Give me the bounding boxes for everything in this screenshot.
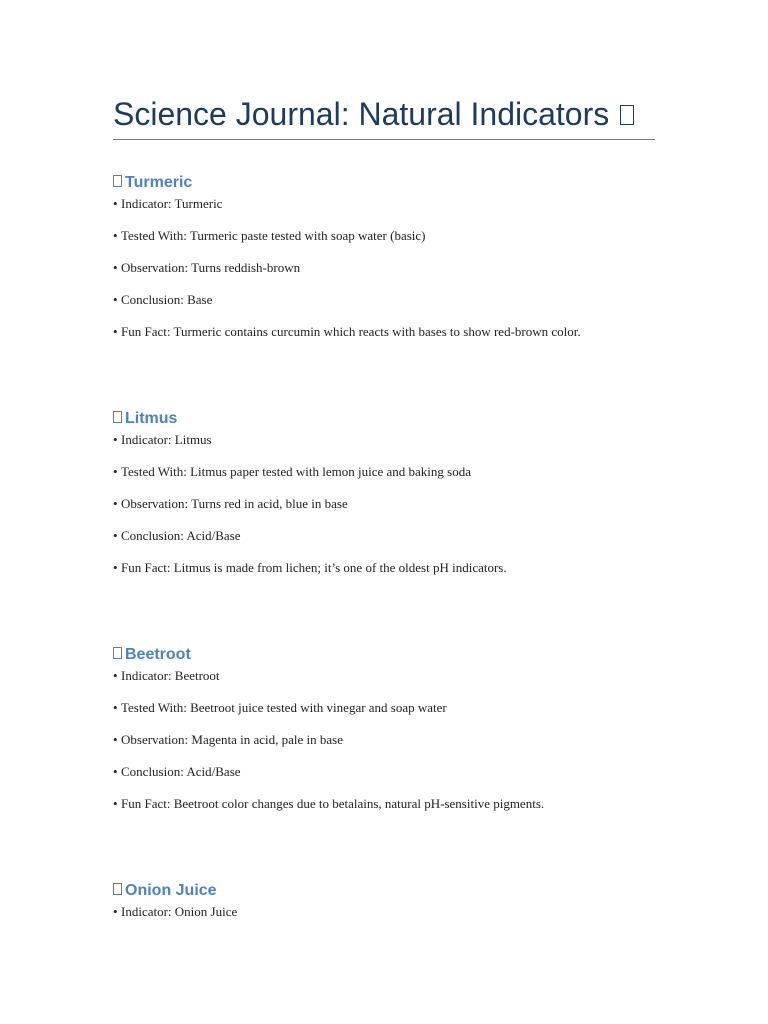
bullet-marker: • (113, 732, 118, 747)
bullet-list (113, 431, 673, 591)
missing-glyph-icon (113, 175, 122, 187)
section-onion-juice (113, 879, 673, 935)
list-item-text: Indicator: Litmus (121, 432, 212, 447)
list-item-text: Indicator: Beetroot (121, 668, 220, 683)
list-item (113, 291, 673, 323)
list-item (113, 699, 673, 731)
list-item-text: Tested With: Beetroot juice tested with vinegar and soap water (121, 700, 447, 715)
list-item-text: Indicator: Onion Juice (121, 904, 238, 919)
list-item-text: Conclusion: Acid/Base (121, 528, 241, 543)
bullet-marker: • (113, 228, 118, 243)
list-item-text: Observation: Turns red in acid, blue in base (121, 496, 348, 511)
section-beetroot (113, 643, 673, 827)
bullet-marker: • (113, 464, 118, 479)
bullet-marker: • (113, 528, 118, 543)
list-item (113, 527, 673, 559)
section-heading (113, 407, 673, 431)
section-heading (113, 879, 673, 903)
section-heading-text: Onion Juice (125, 882, 217, 899)
list-item (113, 667, 673, 699)
section-heading-text: Turmeric (125, 174, 193, 191)
bullet-marker: • (113, 324, 118, 339)
bullet-marker: • (113, 796, 118, 811)
list-item-text: Fun Fact: Litmus is made from lichen; it’s one of the oldest pH indicators. (121, 560, 507, 575)
list-item-text: Conclusion: Base (121, 292, 213, 307)
list-item-text: Fun Fact: Beetroot color changes due to betalains, natural pH-sensitive pigments. (121, 796, 545, 811)
bullet-marker: • (113, 292, 118, 307)
bullet-marker: • (113, 196, 118, 211)
bullet-marker: • (113, 904, 118, 919)
section-litmus (113, 407, 673, 591)
bullet-marker: • (113, 700, 118, 715)
missing-glyph-icon (620, 105, 634, 125)
list-item-text: Fun Fact: Turmeric contains curcumin which reacts with bases to show red-brown color. (121, 324, 581, 339)
section-heading-text: Beetroot (125, 646, 191, 663)
section-heading (113, 171, 673, 195)
list-item (113, 795, 673, 827)
bullet-list (113, 195, 673, 355)
list-item (113, 763, 673, 795)
missing-glyph-icon (113, 411, 122, 423)
list-item (113, 731, 673, 763)
missing-glyph-icon (113, 647, 122, 659)
list-item (113, 559, 673, 591)
section-turmeric (113, 171, 673, 355)
missing-glyph-icon (113, 883, 122, 895)
list-item-text: Tested With: Litmus paper tested with lemon juice and baking soda (121, 464, 471, 479)
list-item (113, 903, 673, 935)
list-item-text: Tested With: Turmeric paste tested with soap water (basic) (121, 228, 426, 243)
list-item (113, 195, 673, 227)
bullet-list (113, 667, 673, 827)
bullet-list (113, 903, 673, 935)
list-item (113, 463, 673, 495)
list-item-text: Conclusion: Acid/Base (121, 764, 241, 779)
page-title-text: Science Journal: Natural Indicators (113, 96, 610, 132)
list-item-text: Observation: Magenta in acid, pale in base (121, 732, 344, 747)
list-item-text: Indicator: Turmeric (121, 196, 223, 211)
list-item (113, 431, 673, 463)
bullet-marker: • (113, 432, 118, 447)
bullet-marker: • (113, 764, 118, 779)
title-underline-divider (113, 139, 655, 140)
bullet-marker: • (113, 560, 118, 575)
bullet-marker: • (113, 260, 118, 275)
list-item (113, 259, 673, 291)
bullet-marker: • (113, 496, 118, 511)
bullet-marker: • (113, 668, 118, 683)
list-item (113, 495, 673, 527)
section-heading-text: Litmus (125, 410, 178, 427)
section-heading (113, 643, 673, 667)
page-title (113, 92, 634, 136)
list-item (113, 323, 673, 355)
list-item (113, 227, 673, 259)
list-item-text: Observation: Turns reddish-brown (121, 260, 301, 275)
